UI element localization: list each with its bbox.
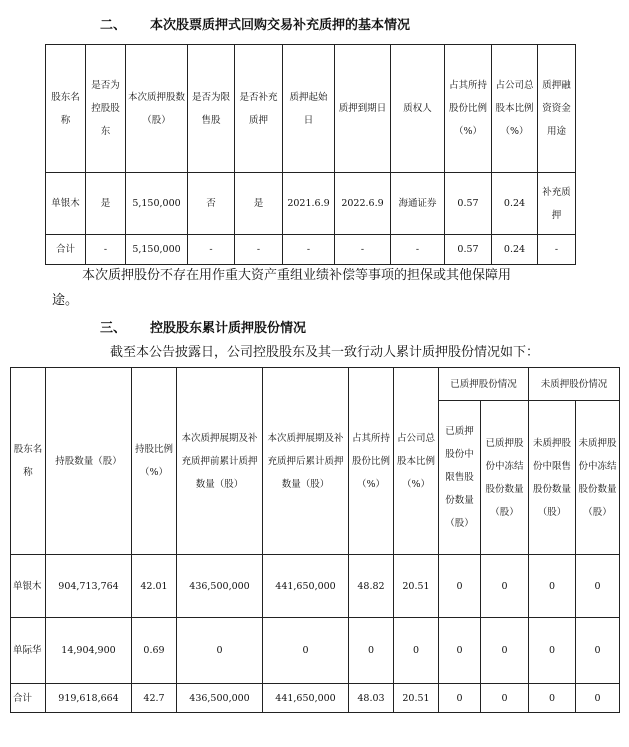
cell: - — [283, 235, 335, 265]
header-cell: 股东名称 — [46, 45, 86, 173]
cell: - — [86, 235, 126, 265]
header-cell: 质押起始日 — [283, 45, 335, 173]
cell: 是 — [235, 173, 283, 235]
header-cell: 占其所持股份比例（%） — [445, 45, 492, 173]
cell: 单银木 — [11, 555, 46, 618]
cell: 436,500,000 — [177, 555, 263, 618]
cell: 20.51 — [394, 684, 439, 713]
header-cell: 质押融资资金用途 — [538, 45, 576, 173]
cell: 0 — [481, 555, 529, 618]
header-cell: 本次质押股数（股） — [126, 45, 188, 173]
table-row-total — [46, 235, 576, 265]
cell: 0 — [481, 684, 529, 713]
cell: 0.69 — [132, 618, 177, 684]
header-cell: 本次质押展期及补充质押后累计质押数量（股） — [263, 368, 349, 555]
header-cell: 是否补充质押 — [235, 45, 283, 173]
cell: 单银木 — [46, 173, 86, 235]
cell: 5,150,000 — [126, 173, 188, 235]
cell: 5,150,000 — [126, 235, 188, 265]
cell: 0.24 — [492, 173, 538, 235]
table-row-total — [11, 684, 620, 713]
cell: 0 — [263, 618, 349, 684]
cell: 0 — [481, 618, 529, 684]
cumulative-pledge-table — [10, 367, 620, 713]
cell: - — [538, 235, 576, 265]
cell: 42.01 — [132, 555, 177, 618]
cell: 0 — [529, 555, 576, 618]
cell: - — [335, 235, 391, 265]
cell: 0 — [529, 618, 576, 684]
cell: 0 — [576, 555, 620, 618]
cell: - — [391, 235, 445, 265]
header-cell: 未质押股份中限售股份数量（股） — [529, 401, 576, 555]
cell: 0 — [529, 684, 576, 713]
cell: 2022.6.9 — [335, 173, 391, 235]
cell: 441,650,000 — [263, 684, 349, 713]
header-cell: 已质押股份中冻结股份数量（股） — [481, 401, 529, 555]
cell: 0 — [439, 618, 481, 684]
cell: 0 — [439, 684, 481, 713]
header-cell: 持股数量（股） — [46, 368, 132, 555]
section3-title: 控股股东累计质押股份情况 — [150, 321, 307, 336]
table-row — [46, 173, 576, 235]
cell: 919,618,664 — [46, 684, 132, 713]
cell: 14,904,900 — [46, 618, 132, 684]
cell: 是 — [86, 173, 126, 235]
cell: 0 — [394, 618, 439, 684]
table-header-row — [11, 368, 620, 401]
header-cell: 股东名称 — [11, 368, 46, 555]
cell: 0.57 — [445, 173, 492, 235]
intro-paragraph: 截至本公告披露日，公司控股股东及其一致行动人累计质押股份情况如下： — [110, 345, 540, 360]
header-cell: 本次质押展期及补充质押前累计质押数量（股） — [177, 368, 263, 555]
cell: 补充质押 — [538, 173, 576, 235]
cell: 48.82 — [349, 555, 394, 618]
table-header-row — [46, 45, 576, 173]
header-cell: 是否为控股股东 — [86, 45, 126, 173]
cell: 0 — [439, 555, 481, 618]
note-paragraph: 本次质押股份不存在用作重大资产重组业绩补偿等事项的担保或其他保障用途。 — [52, 268, 512, 308]
cell: 20.51 — [394, 555, 439, 618]
header-cell: 是否为限售股 — [188, 45, 235, 173]
header-cell: 持股比例（%） — [132, 368, 177, 555]
cell: 436,500,000 — [177, 684, 263, 713]
cell: 0.57 — [445, 235, 492, 265]
cell: 0.24 — [492, 235, 538, 265]
cell: 48.03 — [349, 684, 394, 713]
group-header-unpledged: 未质押股份情况 — [529, 368, 620, 401]
header-cell: 占公司总股本比例（%） — [492, 45, 538, 173]
header-cell: 占其所持股份比例（%） — [349, 368, 394, 555]
table-row — [11, 555, 620, 618]
cell: 海通证券 — [391, 173, 445, 235]
cell: 单际华 — [11, 618, 46, 684]
cell: 0 — [576, 618, 620, 684]
section2-number: 二、 — [100, 18, 127, 33]
cell: 2021.6.9 — [283, 173, 335, 235]
cell: 0 — [177, 618, 263, 684]
header-cell: 占公司总股本比例（%） — [394, 368, 439, 555]
cell: - — [235, 235, 283, 265]
cell: 否 — [188, 173, 235, 235]
cell: 904,713,764 — [46, 555, 132, 618]
pledge-table — [45, 44, 576, 265]
header-cell: 已质押股份中限售股份数量（股） — [439, 401, 481, 555]
group-header-pledged: 已质押股份情况 — [439, 368, 529, 401]
section2-title: 本次股票质押式回购交易补充质押的基本情况 — [150, 18, 411, 33]
header-cell: 质押到期日 — [335, 45, 391, 173]
header-cell: 未质押股份中冻结股份数量（股） — [576, 401, 620, 555]
header-cell: 质权人 — [391, 45, 445, 173]
cell: - — [188, 235, 235, 265]
cell: 42.7 — [132, 684, 177, 713]
table-row — [11, 618, 620, 684]
section3-number: 三、 — [100, 321, 127, 336]
cell: 合计 — [46, 235, 86, 265]
cell: 合计 — [11, 684, 46, 713]
cell: 0 — [349, 618, 394, 684]
cell: 0 — [576, 684, 620, 713]
cell: 441,650,000 — [263, 555, 349, 618]
